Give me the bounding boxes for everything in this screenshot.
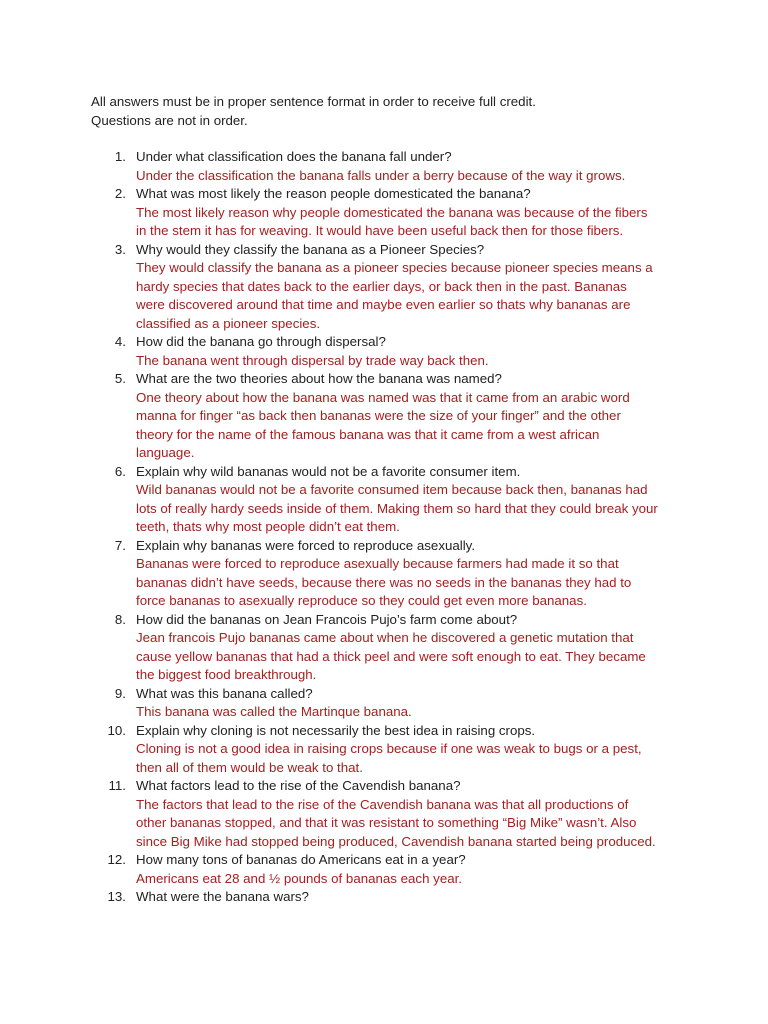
answer-text: Cloning is not a good idea in raising crops because if one was weak to bugs or a pest, then all of them would be weak to that. <box>136 741 642 775</box>
question-item <box>0 333 768 370</box>
question-text: What are the two theories about how the banana was named? <box>136 371 502 386</box>
question-text: Explain why bananas were forced to reproduce asexually. <box>136 537 476 553</box>
question-item <box>0 241 768 334</box>
answer-text: The factors that lead to the rise of the Cavendish banana was that all productions of other bananas stopped, and that it was resistant to something “Big Mike” wasn’t. Also since Big Mike had stopped being produced, Cavendish banana started being produced. <box>136 796 656 849</box>
answer-text: One theory about how the banana was named was that it came from an arabic word manna for finger “as back then bananas were the size of your finger” and the other theory for the name of the famous banana was that it came from a west african language. <box>136 389 630 460</box>
question-number: 13. <box>107 889 126 904</box>
question-text: Under what classification does the banana fall under? <box>136 149 452 164</box>
answer-text: They would classify the banana as a pioneer species because pioneer species means a hardy species that dates back to the earlier days, or back then in the past. Bananas were discovered around that time and maybe even earlier so thats why bananas are classified as a pioneer species. <box>136 260 653 331</box>
question-text: Explain why cloning is not necessarily the best idea in raising crops. <box>136 722 536 738</box>
question-item <box>0 370 768 463</box>
answer-text: Americans eat 28 and ½ pounds of bananas each year. <box>136 870 463 886</box>
question-item <box>0 888 768 907</box>
question-item <box>0 851 768 888</box>
question-number: 12. <box>107 852 126 867</box>
question-number: 7. <box>114 537 126 553</box>
question-item <box>0 722 768 778</box>
question-item <box>0 185 768 241</box>
question-item <box>0 611 768 685</box>
question-item <box>0 685 768 722</box>
question-number: 3. <box>114 241 126 257</box>
question-number: 9. <box>114 685 126 701</box>
answer-text: The most likely reason why people domesticated the banana was because of the fibers in the stem it has for weaving. It would have been useful back then for those fibers. <box>136 204 648 238</box>
answer-text: Jean francois Pujo bananas came about when he discovered a genetic mutation that cause yellow bananas that had a thick peel and were soft enough to eat. They became the biggest food breakthrough. <box>136 630 646 682</box>
question-item <box>0 537 768 611</box>
question-item <box>0 148 768 185</box>
answer-text: Bananas were forced to reproduce asexually because farmers had made it so that bananas didn’t have seeds, because there was no seeds in the bananas they had to force bananas to asexually reproduce so they could get even more bananas. <box>136 556 632 608</box>
question-list <box>0 148 768 907</box>
question-number: 5. <box>114 371 126 386</box>
question-number: 10. <box>107 722 126 738</box>
answer-text: Wild bananas would not be a favorite consumed item because back then, bananas had lots of really hardy seeds inside of them. Making them so hard that they could break your teeth, thats why most people didn’t eat them. <box>136 482 658 534</box>
question-number: 8. <box>114 611 126 627</box>
question-text: What were the banana wars? <box>136 889 309 904</box>
answer-text: Under the classification the banana falls under a berry because of the way it grows. <box>136 167 626 183</box>
question-text: Why would they classify the banana as a Pioneer Species? <box>136 241 485 257</box>
answer-text: The banana went through dispersal by trade way back then. <box>136 352 489 368</box>
answer-text: This banana was called the Martinque banana. <box>136 704 412 719</box>
question-number: 1. <box>114 149 126 164</box>
question-text: How did the bananas on Jean Francois Pujo’s farm come about? <box>136 611 518 627</box>
question-item <box>0 777 768 851</box>
question-text: How many tons of bananas do Americans eat in a year? <box>136 852 466 867</box>
question-text: What was this banana called? <box>136 685 313 701</box>
instructions-line-2: Questions are not in order. <box>91 112 248 128</box>
question-text: How did the banana go through dispersal? <box>136 334 386 349</box>
question-text: Explain why wild bananas would not be a favorite consumer item. <box>136 463 521 479</box>
instructions-line-1: All answers must be in proper sentence format in order to receive full credit. <box>91 94 536 109</box>
question-number: 2. <box>114 186 126 201</box>
question-number: 11. <box>108 778 126 793</box>
question-number: 6. <box>114 463 126 479</box>
question-text: What was most likely the reason people domesticated the banana? <box>136 186 531 201</box>
question-item <box>0 463 768 537</box>
instructions <box>91 93 711 130</box>
question-text: What factors lead to the rise of the Cavendish banana? <box>136 778 461 793</box>
question-number: 4. <box>114 334 126 349</box>
